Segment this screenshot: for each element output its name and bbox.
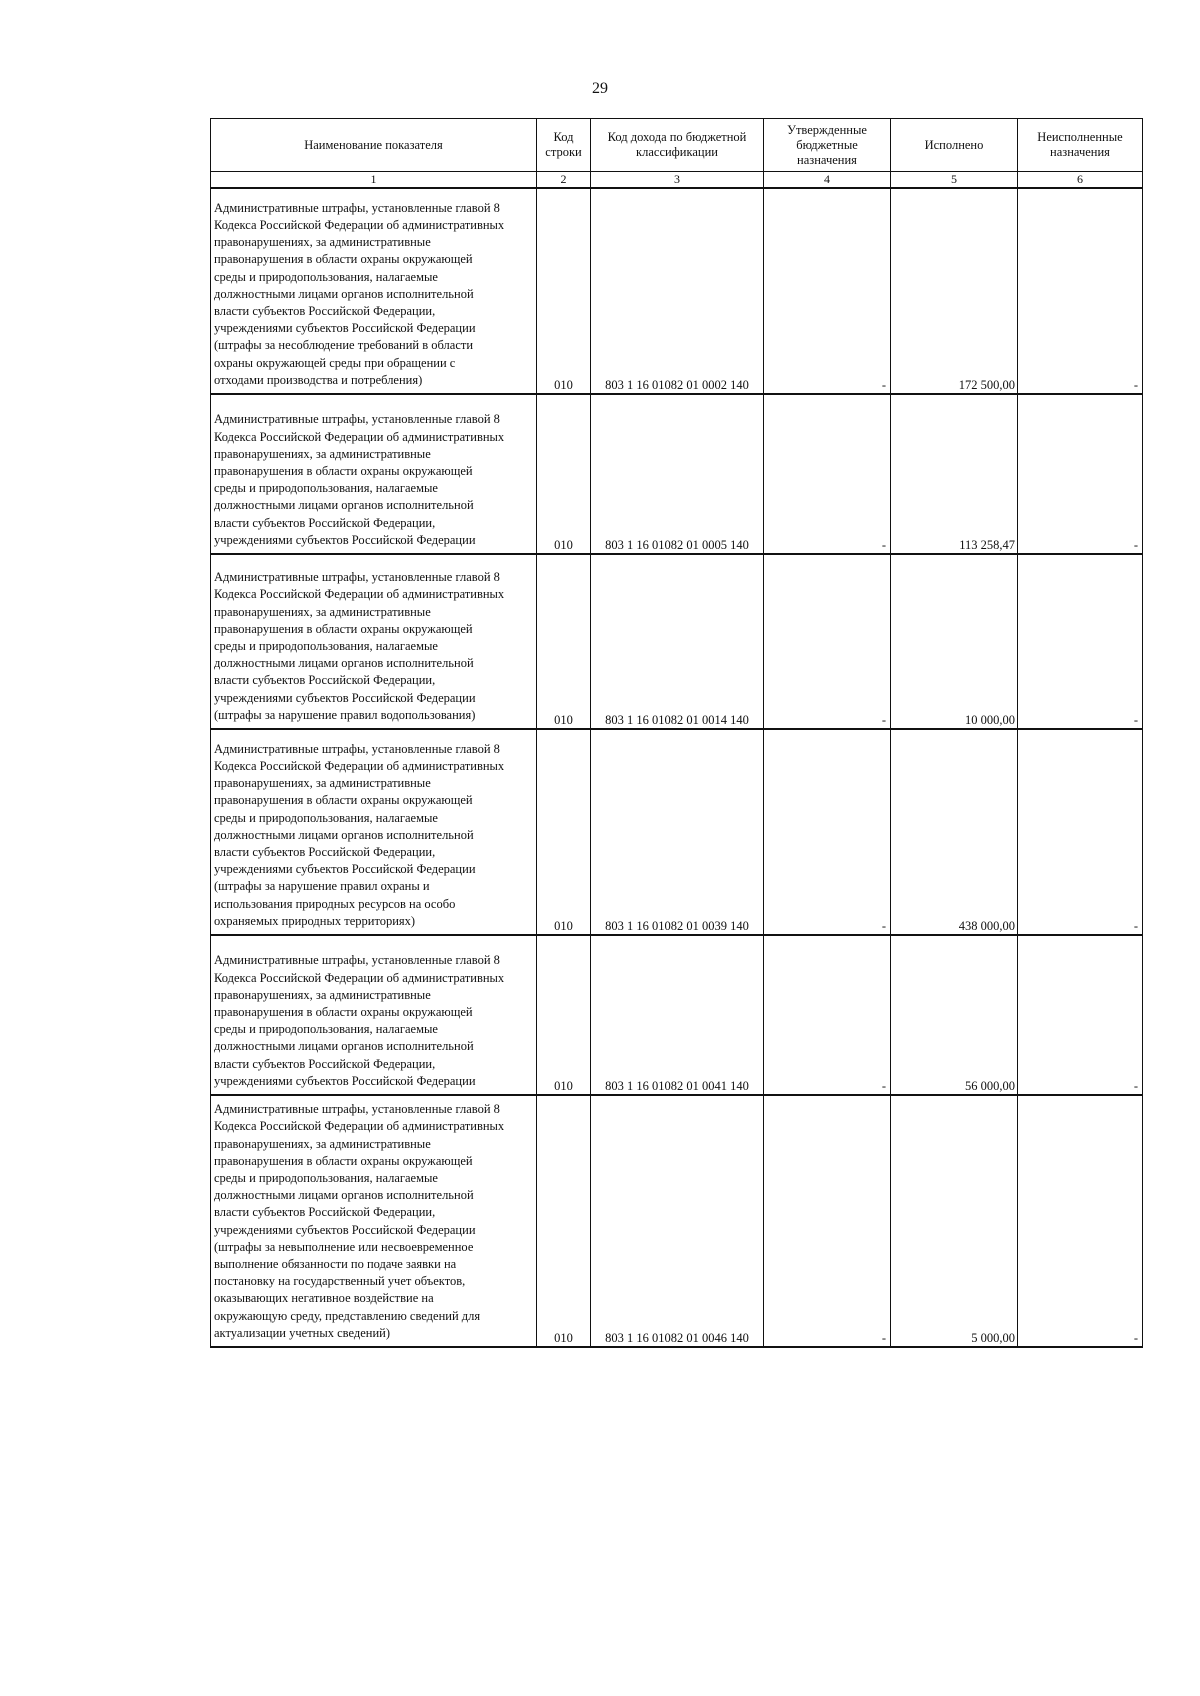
executed-value: 10 000,00 bbox=[965, 713, 1015, 727]
header-line-code: Код строки bbox=[537, 119, 591, 172]
line-code-cell bbox=[537, 394, 591, 554]
budget-code-value: 803 1 16 01082 01 0046 140 bbox=[605, 1331, 749, 1345]
budget-code-cell bbox=[591, 554, 764, 729]
budget-code-value: 803 1 16 01082 01 0005 140 bbox=[605, 538, 749, 552]
line-code-cell bbox=[537, 554, 591, 729]
approved-value: - bbox=[881, 1331, 886, 1345]
executed-cell bbox=[891, 935, 1018, 1095]
line-code-value: 010 bbox=[554, 378, 573, 392]
approved-cell bbox=[764, 729, 891, 935]
executed-value: 172 500,00 bbox=[958, 378, 1015, 392]
page-number: 29 bbox=[592, 80, 608, 97]
executed-value: 438 000,00 bbox=[958, 919, 1015, 933]
indicator-name-cell: Административные штрафы, установленные главой 8 Кодекса Российской Федерации об административных правонарушениях, за административные правонарушения в области охраны окружающей среды и природопользования, налагаемые должностными лицами органов исполнительной власти субъектов Российской Федерации, учреждениями субъектов Российской Федерации bbox=[211, 935, 537, 1095]
unexecuted-value: - bbox=[1133, 713, 1138, 727]
approved-value: - bbox=[881, 919, 886, 933]
column-number: 4 bbox=[764, 172, 891, 189]
budget-code-cell bbox=[591, 729, 764, 935]
unexecuted-value: - bbox=[1133, 1079, 1138, 1093]
executed-cell bbox=[891, 729, 1018, 935]
executed-value: 5 000,00 bbox=[971, 1331, 1015, 1345]
revenue-report-table bbox=[210, 118, 1143, 1348]
line-code-cell bbox=[537, 935, 591, 1095]
table-row bbox=[211, 935, 1143, 1095]
line-code-cell bbox=[537, 729, 591, 935]
budget-code-cell bbox=[591, 394, 764, 554]
executed-value: 113 258,47 bbox=[959, 538, 1015, 552]
budget-code-cell bbox=[591, 1095, 764, 1347]
unexecuted-cell bbox=[1018, 1095, 1143, 1347]
indicator-name-cell: Административные штрафы, установленные главой 8 Кодекса Российской Федерации об административных правонарушениях, за административные правонарушения в области охраны окружающей среды и природопользования, налагаемые должностными лицами органов исполнительной власти субъектов Российской Федерации, учреждениями субъектов Российской Федерации bbox=[211, 394, 537, 554]
header-row bbox=[211, 119, 1143, 172]
approved-cell bbox=[764, 394, 891, 554]
table-row bbox=[211, 1095, 1143, 1347]
table-row bbox=[211, 188, 1143, 394]
table-row bbox=[211, 729, 1143, 935]
header-executed: Исполнено bbox=[891, 119, 1018, 172]
column-number: 1 bbox=[211, 172, 537, 189]
header-unexecuted: Неисполненные назначения bbox=[1018, 119, 1143, 172]
executed-cell bbox=[891, 188, 1018, 394]
column-number: 2 bbox=[537, 172, 591, 189]
executed-cell bbox=[891, 394, 1018, 554]
budget-code-value: 803 1 16 01082 01 0014 140 bbox=[605, 713, 749, 727]
header-indicator-name: Наименование показателя bbox=[211, 119, 537, 172]
line-code-cell bbox=[537, 1095, 591, 1347]
approved-cell bbox=[764, 935, 891, 1095]
budget-code-cell bbox=[591, 935, 764, 1095]
indicator-name-cell: Административные штрафы, установленные главой 8 Кодекса Российской Федерации об административных правонарушениях, за административные правонарушения в области охраны окружающей среды и природопользования, налагаемые должностными лицами органов исполнительной власти субъектов Российской Федерации, учреждениями субъектов Российской Федерации (штрафы за нарушение правил охраны и использования природных ресурсов на особо охраняемых природных территориях) bbox=[211, 729, 537, 935]
column-number-row bbox=[211, 172, 1143, 189]
indicator-name-cell: Административные штрафы, установленные главой 8 Кодекса Российской Федерации об административных правонарушениях, за административные правонарушения в области охраны окружающей среды и природопользования, налагаемые должностными лицами органов исполнительной власти субъектов Российской Федерации, учреждениями субъектов Российской Федерации (штрафы за нарушение правил водопользования) bbox=[211, 554, 537, 729]
approved-value: - bbox=[881, 378, 886, 392]
approved-cell bbox=[764, 554, 891, 729]
unexecuted-cell bbox=[1018, 935, 1143, 1095]
table-row bbox=[211, 554, 1143, 729]
column-number: 6 bbox=[1018, 172, 1143, 189]
executed-cell bbox=[891, 554, 1018, 729]
unexecuted-value: - bbox=[1133, 1331, 1138, 1345]
budget-code-value: 803 1 16 01082 01 0039 140 bbox=[605, 919, 749, 933]
unexecuted-value: - bbox=[1133, 919, 1138, 933]
indicator-name-cell: Административные штрафы, установленные главой 8 Кодекса Российской Федерации об административных правонарушениях, за административные правонарушения в области охраны окружающей среды и природопользования, налагаемые должностными лицами органов исполнительной власти субъектов Российской Федерации, учреждениями субъектов Российской Федерации (штрафы за невыполнение или несвоевременное выполнение обязанности по подаче заявки на постановку на государственный учет объектов, оказывающих негативное воздействие на окружающую среду, представлению сведений для актуализации учетных сведений) bbox=[211, 1095, 537, 1347]
budget-code-cell bbox=[591, 188, 764, 394]
indicator-name-cell: Административные штрафы, установленные главой 8 Кодекса Российской Федерации об административных правонарушениях, за административные правонарушения в области охраны окружающей среды и природопользования, налагаемые должностными лицами органов исполнительной власти субъектов Российской Федерации, учреждениями субъектов Российской Федерации (штрафы за несоблюдение требований в области охраны окружающей среды при обращении с отходами производства и потребления) bbox=[211, 188, 537, 394]
unexecuted-value: - bbox=[1133, 378, 1138, 392]
budget-code-value: 803 1 16 01082 01 0041 140 bbox=[605, 1079, 749, 1093]
unexecuted-cell bbox=[1018, 554, 1143, 729]
approved-cell bbox=[764, 1095, 891, 1347]
approved-value: - bbox=[881, 713, 886, 727]
line-code-cell bbox=[537, 188, 591, 394]
approved-value: - bbox=[881, 538, 886, 552]
column-number: 3 bbox=[591, 172, 764, 189]
line-code-value: 010 bbox=[554, 538, 573, 552]
unexecuted-cell bbox=[1018, 188, 1143, 394]
unexecuted-cell bbox=[1018, 394, 1143, 554]
column-number: 5 bbox=[891, 172, 1018, 189]
approved-cell bbox=[764, 188, 891, 394]
table-body bbox=[211, 188, 1143, 1347]
budget-code-value: 803 1 16 01082 01 0002 140 bbox=[605, 378, 749, 392]
header-budget-code: Код дохода по бюджетной классификации bbox=[591, 119, 764, 172]
line-code-value: 010 bbox=[554, 713, 573, 727]
approved-value: - bbox=[881, 1079, 886, 1093]
executed-cell bbox=[891, 1095, 1018, 1347]
header-approved: Утвержденные бюджетные назначения bbox=[764, 119, 891, 172]
unexecuted-cell bbox=[1018, 729, 1143, 935]
unexecuted-value: - bbox=[1133, 538, 1138, 552]
line-code-value: 010 bbox=[554, 1331, 573, 1345]
line-code-value: 010 bbox=[554, 919, 573, 933]
line-code-value: 010 bbox=[554, 1079, 573, 1093]
executed-value: 56 000,00 bbox=[965, 1079, 1015, 1093]
table-row bbox=[211, 394, 1143, 554]
